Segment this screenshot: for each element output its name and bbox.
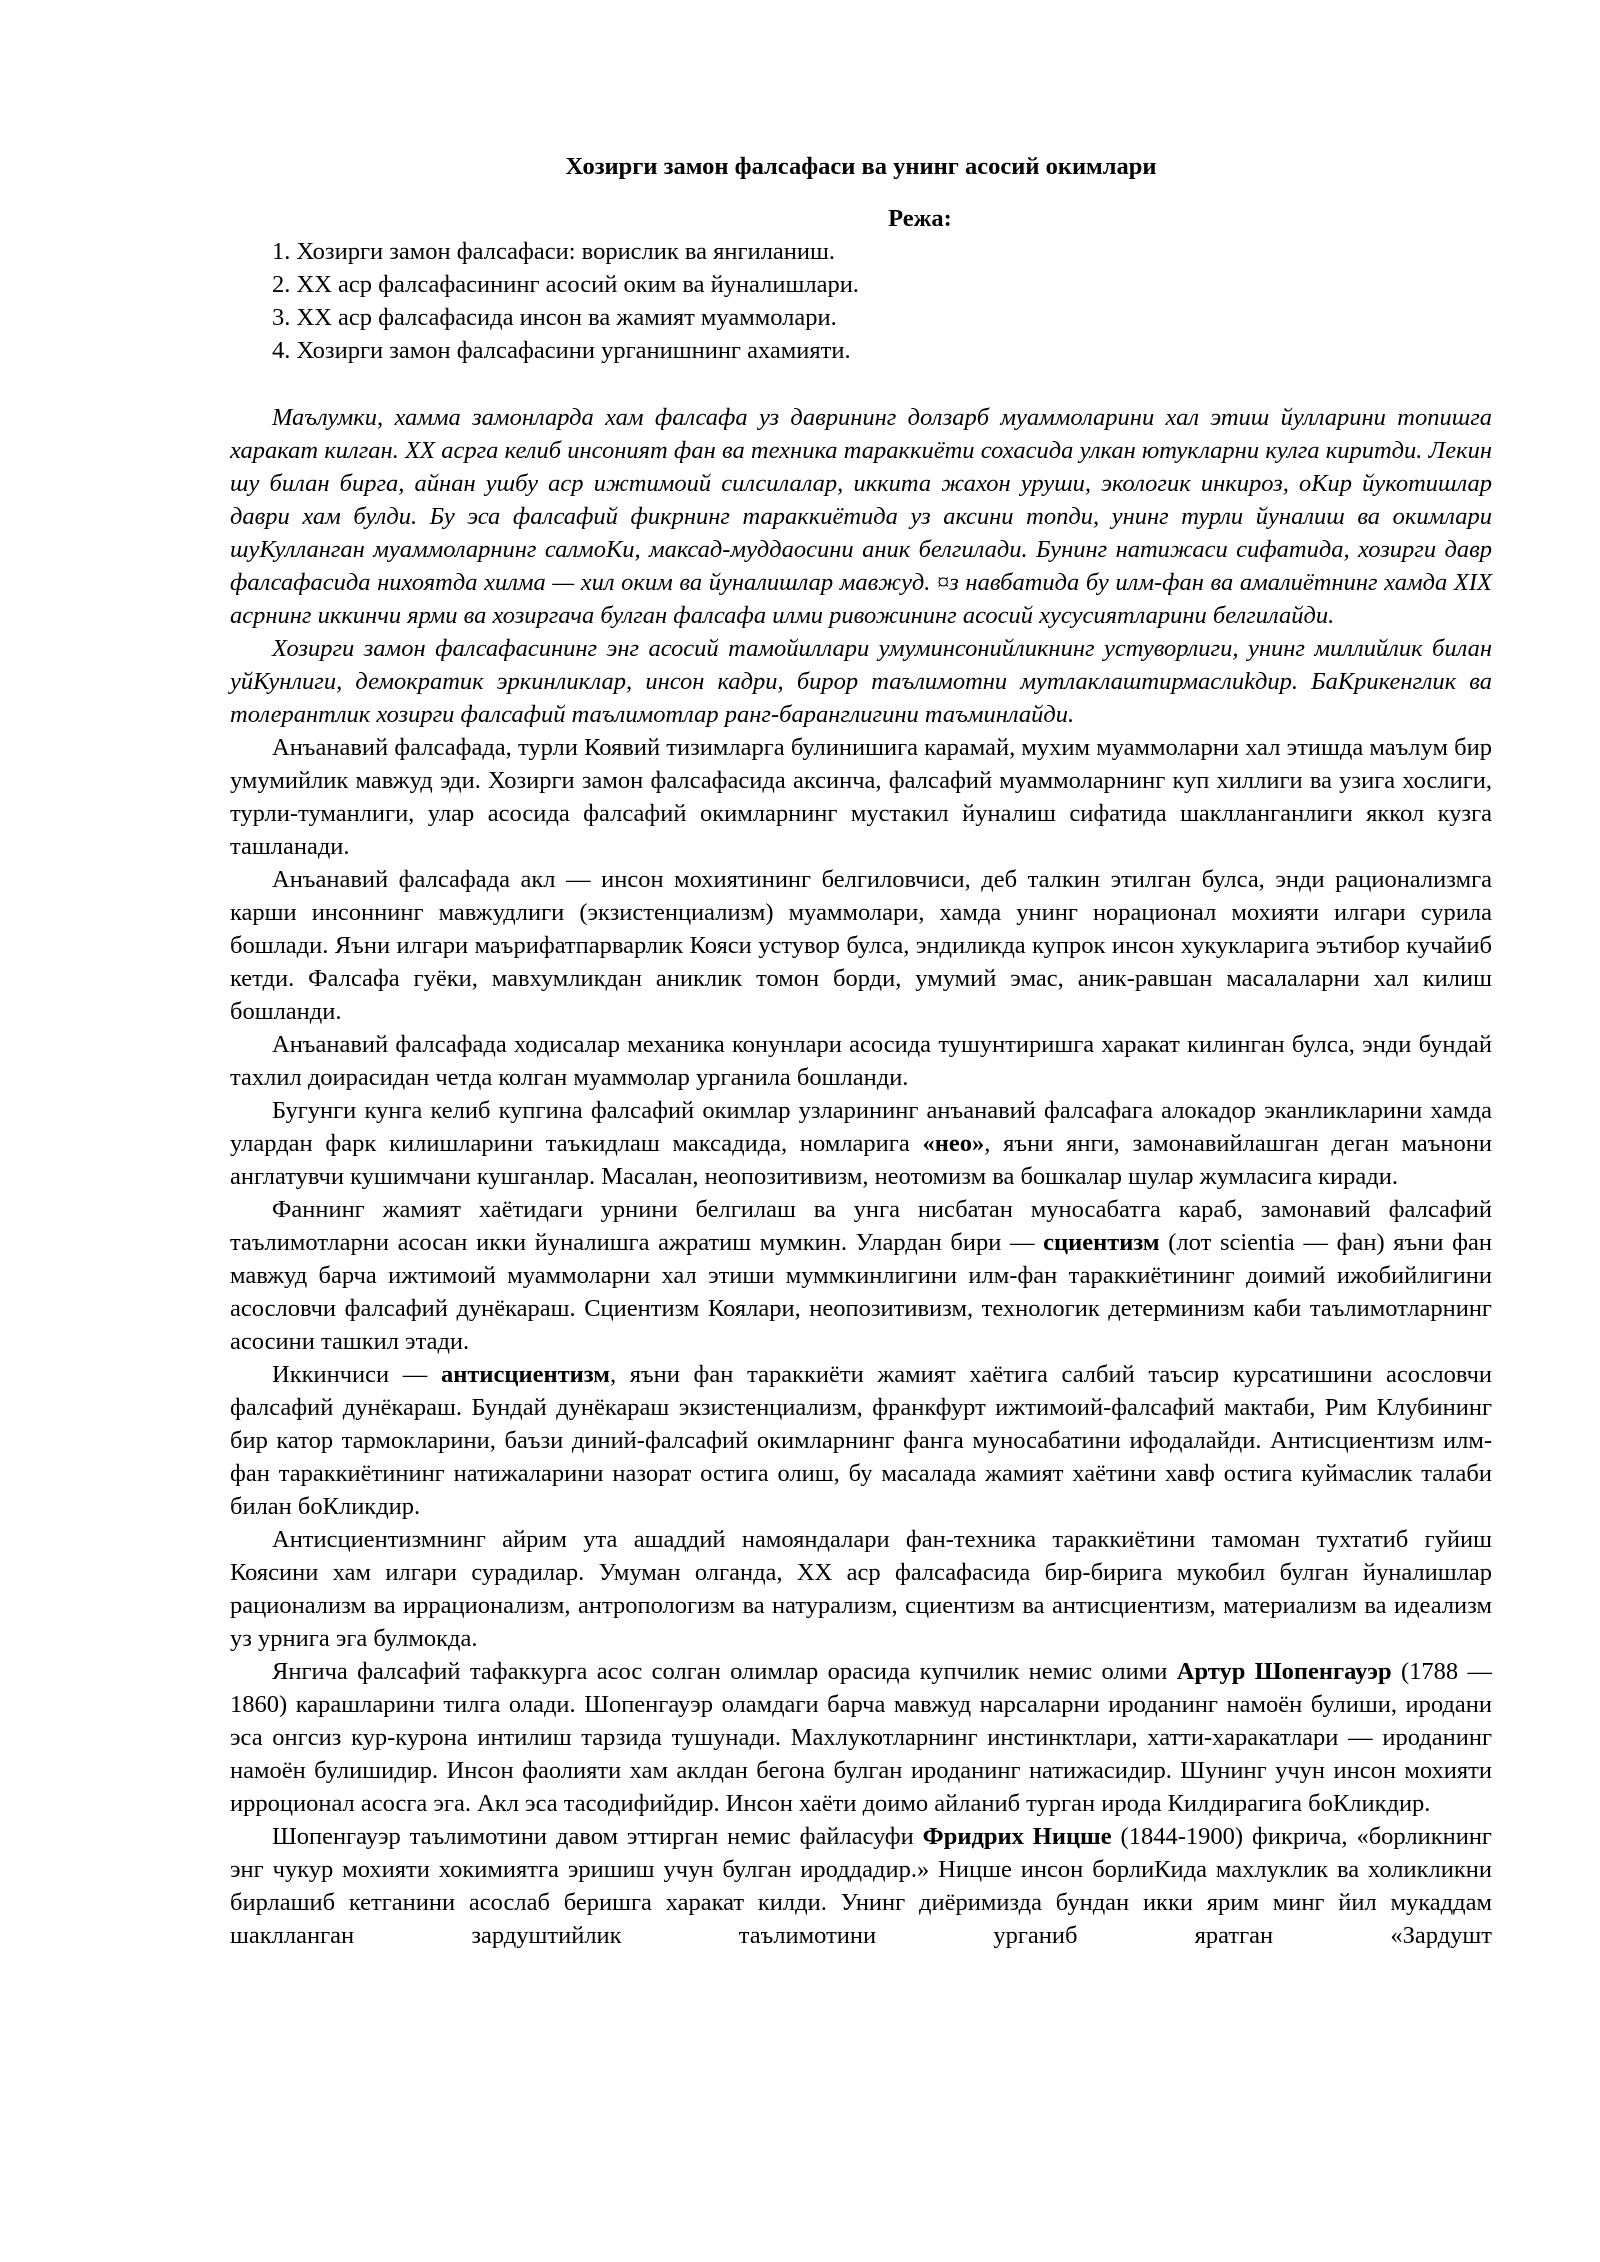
paragraph-antiscientism <box>230 1358 1492 1523</box>
text-run: Фаннинг жамият хаётидаги урнини белгилаш ва унга нисбатан муносабатга караб, замонавий фалсафий таълимотларни асосан икки йуналишга ажратиш мумкин. Улардан бири — <box>230 1196 1492 1256</box>
plan-list <box>230 235 1492 367</box>
text-run: (лот scientia — фан) яъни фан мавжуд барча ижтимоий муаммоларни хал этиши муммкинлигини илм-фан тараккиётининг доимий ижобийлигини асословчи фалсафий дунёкараш. Сциентизм Коялари, неопозитивизм, технологик детерминизм каби таълимотларнинг асосини ташкил этади. <box>230 1229 1492 1355</box>
text-run: , яъни фан тараккиёти жамият хаётига салбий таъсир курсатишини асословчи фалсафий дунёкараш. Бундай дунёкараш экзистенциализм, франкфурт ижтимоий-фалсафий мактаби, Рим Клубининг бир катор тармокларини, баъзи диний-фалсафий окимларнинг фанга муносабатини ифодалайди. Антисциентизм илм-фан тараккиётининг натижаларини назорат остига олиш, бу масалада жамият хаётини хавф остига куймаслик талаби билан боКликдир. <box>230 1361 1493 1520</box>
paragraph-principles: Хозирги замон фалсафасининг энг асосий тамойиллари умуминсонийликнинг устуворлиги, унинг миллийлик билан уйКунлиги, демократик эркинликлар, инсон кадри, бирор таълимотни мутлаклаштирмаслиkдир. БаКрикенглик ва толерантлик хозирги фалсафий таълимотлар ранг-баранглигини таъминлайди. <box>230 635 1492 728</box>
paragraph-nietzsche <box>230 1820 1492 1952</box>
paragraph-intro: Маълумки, хамма замонларда хам фалсафа уз даврининг долзарб муаммоларини хал этиш йулларини топишга харакат килган. XX асрга келиб инсоният фан ва техника тараккиёти сохасида улкан ютукларни кулга киритди. Лекин шу билан бирга, айнан ушбу аср ижтимоий силсилалар, иккита жахон уруши, экологик инкироз, оКир йукотишлар даври хам булди. Бу эса фалсафий фикрнинг тараккиётида уз аксини топди, унинг турли йуналиш ва окимлари шуКулланган муаммоларнинг салмоКи, максад-муддаосини аник белгилади. Бунинг натижаси сифатида, хозирги давр фалсафасида нихоятда хилма — хил оким ва йуналишлар мавжуд. ¤з навбатида бу илм-фан ва амалиётнинг хамда XIX асрнинг иккинчи ярми ва хозиргача булган фалсафа илми ривожининг асосий хусусиятларини белгилайди. <box>230 404 1492 629</box>
paragraph-directions: Антисциентизмнинг айрим ута ашаддий намояндалари фан-техника тараккиётини тамоман тухтатиб гуйиш Коясини хам илгари сурадилар. Умуман олганда, XX аср фалсафасида бир-бирига мукобил булган йуналишлар рационализм ва иррационализм, антропологизм ва натурализм, сциентизм ва антисциентизм, материализм ва идеализм уз урнига эга булмокда. <box>230 1526 1492 1652</box>
paragraph-traditional-2: Анъанавий фалсафада акл — инсон мохиятининг белгиловчиси, деб талкин этилган булса, энди рационализмга карши инсоннинг мавжудлиги (экзистенциализм) муаммолари, хамда унинг норационал мохияти илгари сурила бошлади. Яъни илгари маърифатпарварлик Кояси устувор булса, эндиликда купрок инсон хукукларига эътибор кучайиб кетди. Фалсафа гуёки, мавхумликдан аниклик томон борди, умумий эмас, аник-равшан масалаларни хал килиш бошланди. <box>230 866 1492 1025</box>
plan-item: 2. XX аср фалсафасининг асосий оким ва йуналишлари. <box>272 271 859 298</box>
plan-item: 3. XX аср фалсафасида инсон ва жамият муаммолари. <box>272 304 837 331</box>
document-title: Хозирги замон фалсафаси ва унинг асосий окимлари <box>565 153 1157 180</box>
plan-item: 4. Хозирги замон фалсафасини урганишнинг ахамияти. <box>272 337 851 364</box>
text-run: (1844-1900) фикрича, «борликнинг энг чукур мохияти хокимиятга эришиш учун булган ироддадир.» Ницше инсон борлиКида махлуклик ва холикликни бирлашиб кетганини асослаб беришга харакат килди. Унинг диёримизда бундан икки ярим минг йил мукаддам шаклланган зардуштийлик таълимотини урганиб яратган «Зардушт <box>230 1823 1492 1949</box>
paragraph-neo <box>230 1094 1492 1193</box>
plan-item: 1. Хозирги замон фалсафаси: ворислик ва янгиланиш. <box>272 238 836 265</box>
paragraph-scientism <box>230 1193 1492 1358</box>
document-body <box>230 150 1492 1952</box>
text-run: Янгича фалсафий тафаккурга асос солган олимлар орасида купчилик немис олими <box>272 1658 1177 1685</box>
bold-term-scientism: сциентизм <box>1043 1229 1160 1256</box>
text-run: (1788 — 1860) карашларини тилга олади. Шопенгауэр оламдаги барча мавжуд нарсаларни ироданинг намоён булиши, иродани эса онгсиз кур-курона интилиш тарзида тушунади. Махлукотларнинг инстинктлари, хатти-харакатлари — ироданинг намоён булишидир. Инсон фаолияти хам аклдан бегона булган ироданинг натижасидир. Шунинг учун инсон мохияти ирроционал асосга эга. Акл эса тасодифийдир. Инсон хаёти доимо айланиб турган ирода Килдирагига боКликдир. <box>230 1658 1492 1817</box>
bold-name-schopenhauer: Артур Шопенгауэр <box>1176 1658 1392 1685</box>
paragraph-traditional-1: Анъанавий фалсафада, турли Коявий тизимларга булинишига карамай, мухим муаммоларни хал этишда маълум бир умумийлик мавжуд эди. Хозирги замон фалсафасида аксинча, фалсафий муаммоларнинг куп хиллиги ва узига хослиги, турли-туманлиги, улар асосида фалсафий окимларнинг мустакил йуналиш сифатида шаклланганлиги яккол кузга ташланади. <box>230 734 1492 860</box>
text-run: Шопенгауэр таълимотини давом эттирган немис файласуфи <box>272 1823 923 1850</box>
bold-name-nietzsche: Фридрих Ницше <box>922 1823 1112 1850</box>
plan-heading: Режа: <box>888 205 952 232</box>
bold-term-antiscientism: антисциентизм <box>440 1361 610 1388</box>
bold-term-neo: «нео» <box>922 1130 985 1157</box>
text-run: , яъни янги, замонавийлашган деган маънони англатувчи кушимчани кушганлар. Масалан, неопозитивизм, неотомизм ва бошкалар шулар жумласига киради. <box>230 1130 1493 1190</box>
text-run: Иккинчиси — <box>272 1361 441 1388</box>
paragraph-traditional-3: Анъанавий фалсафада ходисалар механика конунлари асосида тушунтиришга харакат килинган булса, энди бундай тахлил доирасидан четда колган муаммолар урганила бошланди. <box>230 1031 1492 1091</box>
text-run: Бугунги кунга келиб купгина фалсафий окимлар узларининг анъанавий фалсафага алокадор эканликларини хамда улардан фарк килишларини таъкидлаш максадида, номларига <box>230 1097 1492 1157</box>
paragraph-schopenhauer <box>230 1655 1492 1820</box>
